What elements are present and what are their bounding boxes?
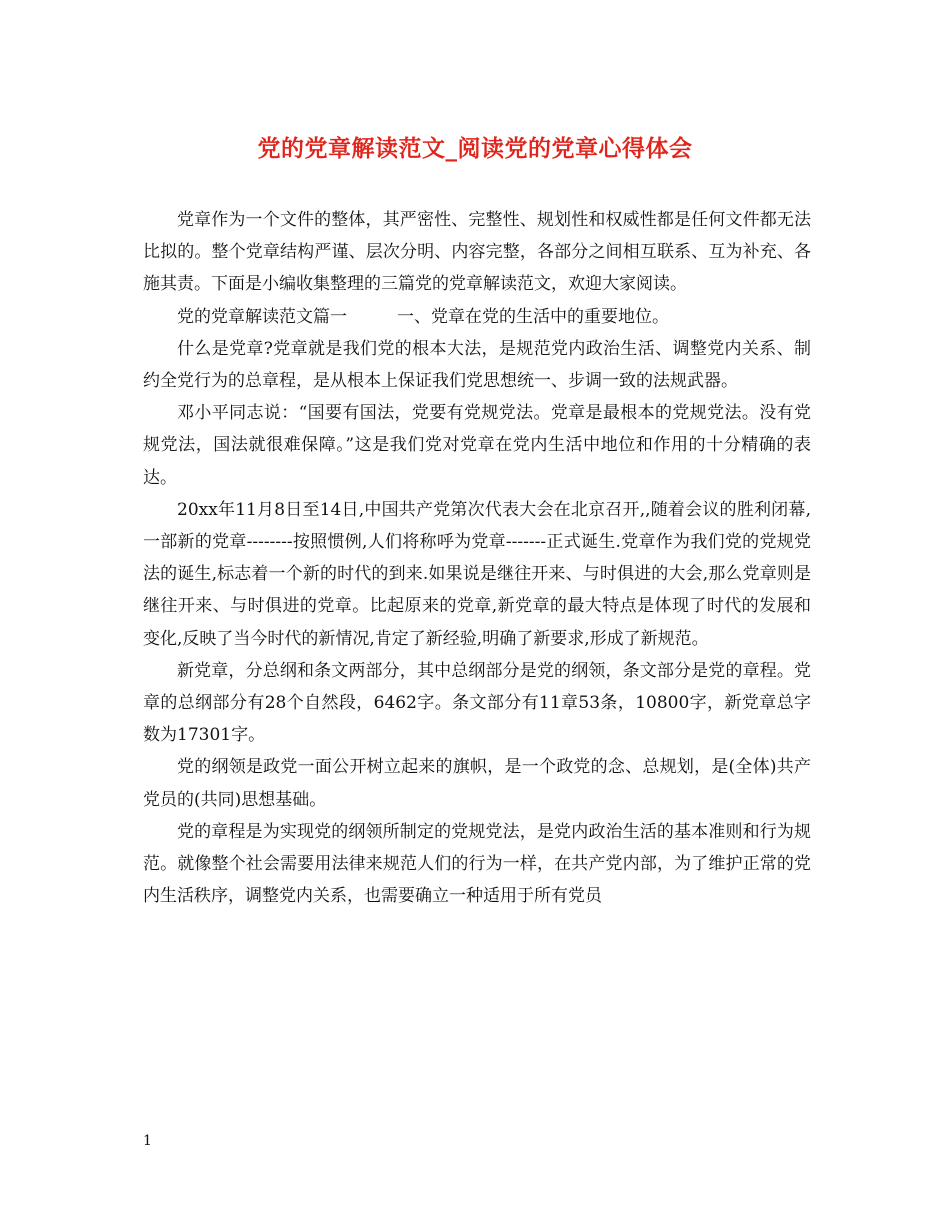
paragraph-congress: 20xx年11月8日至14日,中国共产党第次代表大会在北京召开,,随着会议的胜利闭幕,一部新的党章--------按照惯例,人们将称呼为党章-------正式诞生.党章作为我们党的党规党法的诞生,标志着一个新的时代的到来.如果说是继往开来、与时俱进的大会,那么党章则是继往开来、与时俱进的党章。比起原来的党章,新党章的最大特点是体现了时代的发展和变化,反映了当今时代的新情况,肯定了新经验,明确了新要求,形成了新规范。 [143, 499, 811, 649]
document-body [143, 204, 811, 912]
paragraph-what-is-charter: 什么是党章?党章就是我们党的根本大法，是规范党内政治生活、调整党内关系、制约全党行为的总章程，是从根本上保证我们党思想统一、步调一致的法规武器。 [143, 338, 811, 392]
section-subheading: 一、党章在党的生活中的重要地位。 [397, 306, 669, 327]
paragraph-structure: 新党章，分总纲和条文两部分，其中总纲部分是党的纲领，条文部分是党的章程。党章的总纲部分有28个自然段，6462字。条文部分有11章53条，10800字，新党章总字数为17301字。 [143, 660, 811, 746]
section-heading [143, 301, 811, 333]
page-number: 1 [143, 1133, 152, 1149]
paragraph-constitution: 党的章程是为实现党的纲领所制定的党规党法，是党内政治生活的基本准则和行为规范。就像整个社会需要用法律来规范人们的行为一样，在共产党内部，为了维护正常的党内生活秩序，调整党内关系，也需要确立一种适用于所有党员 [143, 821, 811, 907]
paragraph-program: 党的纲领是政党一面公开树立起来的旗帜，是一个政党的念、总规划，是(全体)共产党员的(共同)思想基础。 [143, 757, 811, 810]
paragraph-deng-quote: 邓小平同志说：“国要有国法，党要有党规党法。党章是最根本的党规党法。没有党规党法，国法就很难保障。”这是我们党对党章在党内生活中地位和作用的十分精确的表达。 [143, 403, 811, 488]
section-heading-label: 党的党章解读范文篇一 [177, 306, 347, 327]
document-title: 党的党章解读范文_阅读党的党章心得体会 [257, 135, 693, 162]
paragraph-intro: 党章作为一个文件的整体，其严密性、完整性、规划性和权威性都是任何文件都无法比拟的。整个党章结构严谨、层次分明、内容完整，各部分之间相互联系、互为补充、各施其责。下面是小编收集整理的三篇党的党章解读范文，欢迎大家阅读。 [143, 210, 811, 295]
